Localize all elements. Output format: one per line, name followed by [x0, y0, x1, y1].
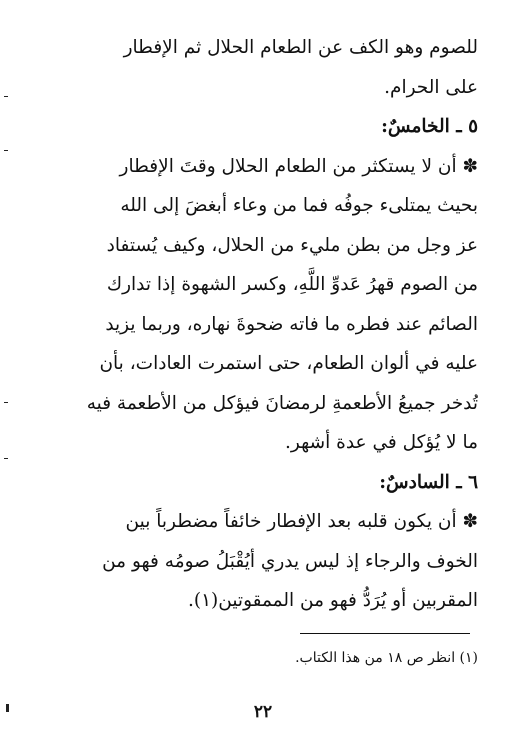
text-line: على الحرام.: [384, 76, 478, 98]
section-heading-5: ٥ ـ الخامسٌ:: [381, 116, 478, 137]
text-line: ما لا يُؤكل في عدة أشهر.: [285, 432, 478, 453]
scan-mark: [4, 402, 8, 403]
section-heading-6: ٦ ـ السادسٌ:: [379, 471, 478, 493]
footnote: (١) انظر ص ١٨ من هذا الكتاب.: [295, 650, 478, 666]
scan-mark: [4, 458, 8, 459]
text-line: بحيث يمتلىء جوفُه فما من وعاء أبغضَ إلى الله: [120, 195, 478, 216]
text-line: عز وجل من بطن مليء من الحلال، وكيف يُستفاد: [106, 234, 478, 256]
text-line: عليه في ألوان الطعام، حتى استمرت العادات، بأن: [99, 353, 478, 374]
page-number: ٢٢: [253, 702, 273, 722]
scan-mark: [4, 96, 8, 97]
text-line: المقربين أو يُرَدُّ فهو من الممقوتين(١).: [187, 590, 478, 611]
text-line: ✽ أن يكون قلبه بعد الإفطار خائفاً مضطرباً بين: [125, 511, 478, 532]
footnote-divider: [300, 633, 470, 634]
body-text: [34, 28, 478, 621]
text-line: ✽ أن لا يستكثر من الطعام الحلال وقتَ الإفطار: [119, 155, 478, 177]
scan-mark: [6, 704, 9, 712]
text-line: الخوف والرجاء إذ ليس يدري أيُقْبَلُ صومُه فهو من: [102, 550, 478, 572]
text-line: تُدخر جميعُ الأطعمةِ لرمضانَ فيؤكل من الأطعمة فيه: [86, 392, 478, 414]
scan-mark: [4, 150, 8, 151]
text-line: من الصوم قهرُ عَدوِّ اللَّهِ، وكسر الشهوة إذا تدارك: [106, 274, 478, 295]
text-line: للصوم وهو الكف عن الطعام الحلال ثم الإفطار: [123, 37, 478, 58]
text-line: الصائم عند فطره ما فاته ضحوةَ نهاره، وربما يزيد: [105, 313, 478, 335]
